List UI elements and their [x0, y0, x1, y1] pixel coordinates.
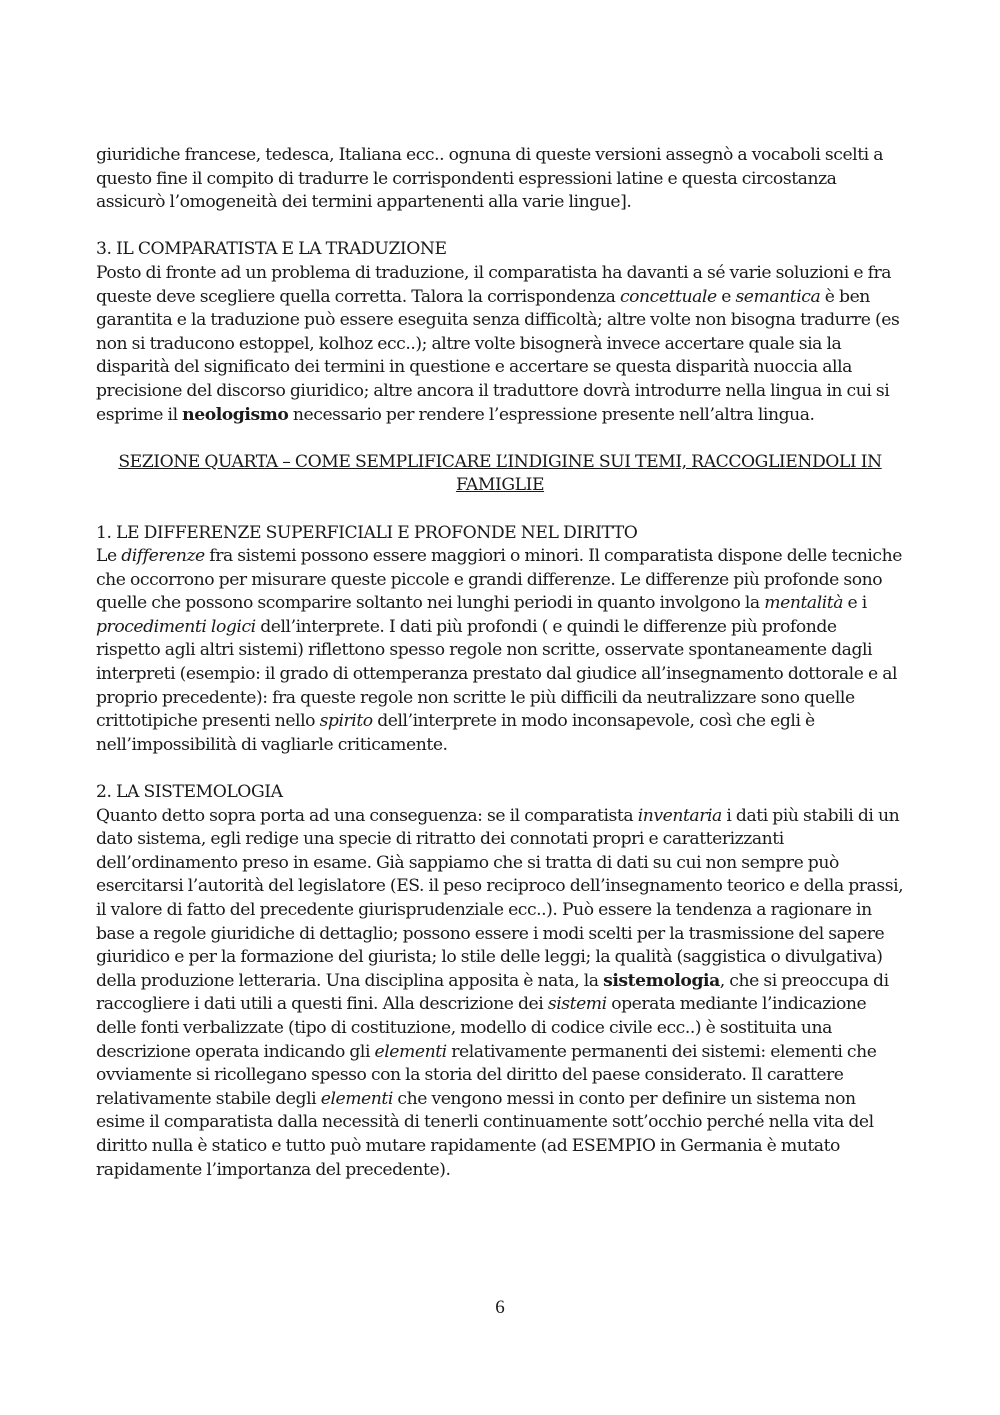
italic-term: semantica: [735, 286, 821, 307]
intro-text: giuridiche francese, tedesca, Italiana ecc.. ognuna di queste versioni assegnò a vocaboli scelti a questo fine il compito di tradurre le corrispondenti espressioni latine e questa circostanza assicurò l’omogeneità dei termini appartenenti alla varie lingue].: [96, 145, 884, 213]
text-run: dell’interprete. I dati più profondi ( e quindi le differenze più profonde rispetto agli altri sistemi) riflettono spesso regole non scritte, osservate spontaneamente dagli interpreti (esempio: il grado di ottemperanza prestato dal giudice all’insegnamento dottorale e al proprio precedente): fra queste regole non scritte le più difficili da neutralizzare sono quelle crittotipiche presenti nello: [96, 616, 898, 732]
italic-term: procedimenti logici: [96, 616, 256, 637]
bold-term: sistemologia: [603, 970, 720, 991]
italic-term: elementi: [320, 1088, 393, 1109]
italic-term: spirito: [319, 711, 373, 732]
text-run: Le: [96, 546, 122, 567]
italic-term: concettuale: [619, 286, 717, 307]
text-run: è ben garantita e la traduzione può essere eseguita senza difficoltà; altre volte non bisogna tradurre (es non si traducono estoppel, kolhoz ecc..); altre volte bisognerà invece accertare quale sia la disparità del significato dei termini in questione e accertare se questa disparità nuoccia alla precisione del discorso giuridico; altre ancora il traduttore dovrà introdurre nella lingua in cui si esprime il: [96, 286, 900, 425]
italic-term: differenze: [121, 546, 205, 567]
text-run: Quanto detto sopra porta ad una conseguenza: se il comparatista: [96, 805, 638, 826]
italic-term: elementi: [374, 1041, 447, 1062]
page-number: 6: [495, 1297, 505, 1318]
paragraph-sistemologia: [96, 805, 904, 1183]
paragraph-traduzione: [96, 262, 904, 427]
text-run: Posto di fronte ad un problema di traduzione, il comparatista ha davanti a sé varie soluzioni e fra queste deve scegliere quella corretta. Talora la corrispondenza: [96, 262, 892, 307]
italic-term: sistemi: [547, 994, 607, 1015]
text-run: i dati più stabili di un dato sistema, egli redige una specie di ritratto dei connotati propri e caratterizzanti dell’ordinamento preso in esame. Già sappiamo che si tratta di dati su cui non sempre può esercitarsi l’autorità del legislatore (ES. il peso reciproco dell’insegnamento teorico e della prassi, il valore di fatto del precedente giurisprudenziale ecc..). Può essere la tendenza a ragionare in base a regole giuridiche di dettaglio; possono essere i modi scelti per la trasmissione del sapere giuridico e per la formazione del giurista; lo stile delle leggi; la qualità (saggistica o divulgativa) della produzione letteraria. Una disciplina apposita è nata, la: [96, 805, 904, 991]
paragraph-differenze: [96, 545, 904, 757]
section-heading-sistemologia: 2. LA SISTEMOLOGIA: [96, 782, 283, 803]
text-run: operata mediante l’indicazione delle fonti verbalizzate (tipo di costituzione, modello di codice civile ecc..) è sostituita una descrizione operata indicando gli: [96, 994, 867, 1062]
intro-paragraph: [96, 144, 904, 215]
section-heading-traduzione: 3. IL COMPARATISTA E LA TRADUZIONE: [96, 239, 447, 260]
text-run: fra sistemi possono essere maggiori o minori. Il comparatista dispone delle tecniche che occorrono per misurare queste piccole e grandi differenze. Le differenze più profonde sono quelle che possono scomparire soltanto nei lunghi periodi in quanto involgono la: [96, 546, 902, 614]
text-run: e i: [843, 593, 867, 614]
text-run: relativamente permanenti dei sistemi: elementi che ovviamente si ricollegano spesso con la storia del diritto del paese considerato. Il carattere relativamente stabile degli: [96, 1041, 877, 1109]
bold-term: neologismo: [182, 404, 289, 425]
text-run: , che si preoccupa di raccogliere i dati utili a questi fini. Alla descrizione dei: [96, 970, 889, 1015]
document-page: [96, 144, 904, 1182]
text-run: che vengono messi in conto per definire un sistema non esime il comparatista dalla necessità di tenerli continuamente sott’occhio perché nella vita del diritto nulla è statico e tutto può mutare rapidamente (ad ESEMPIO in Germania è mutato rapidamente l’importanza del precedente).: [96, 1088, 874, 1180]
text-run: dell’interprete in modo inconsapevole, così che egli è nell’impossibilità di vagliarle criticamente.: [96, 711, 815, 755]
section-heading-differenze: 1. LE DIFFERENZE SUPERFICIALI E PROFONDE NEL DIRITTO: [96, 522, 638, 543]
italic-term: mentalità: [764, 593, 844, 614]
text-run: necessario per rendere l’espressione presente nell’altra lingua.: [288, 404, 815, 425]
text-run: e: [716, 286, 736, 307]
section-title: SEZIONE QUARTA – COME SEMPLIFICARE L’INDIGINE SUI TEMI, RACCOGLIENDOLI IN FAMIGLIE: [118, 451, 882, 496]
italic-term: inventaria: [637, 805, 722, 826]
